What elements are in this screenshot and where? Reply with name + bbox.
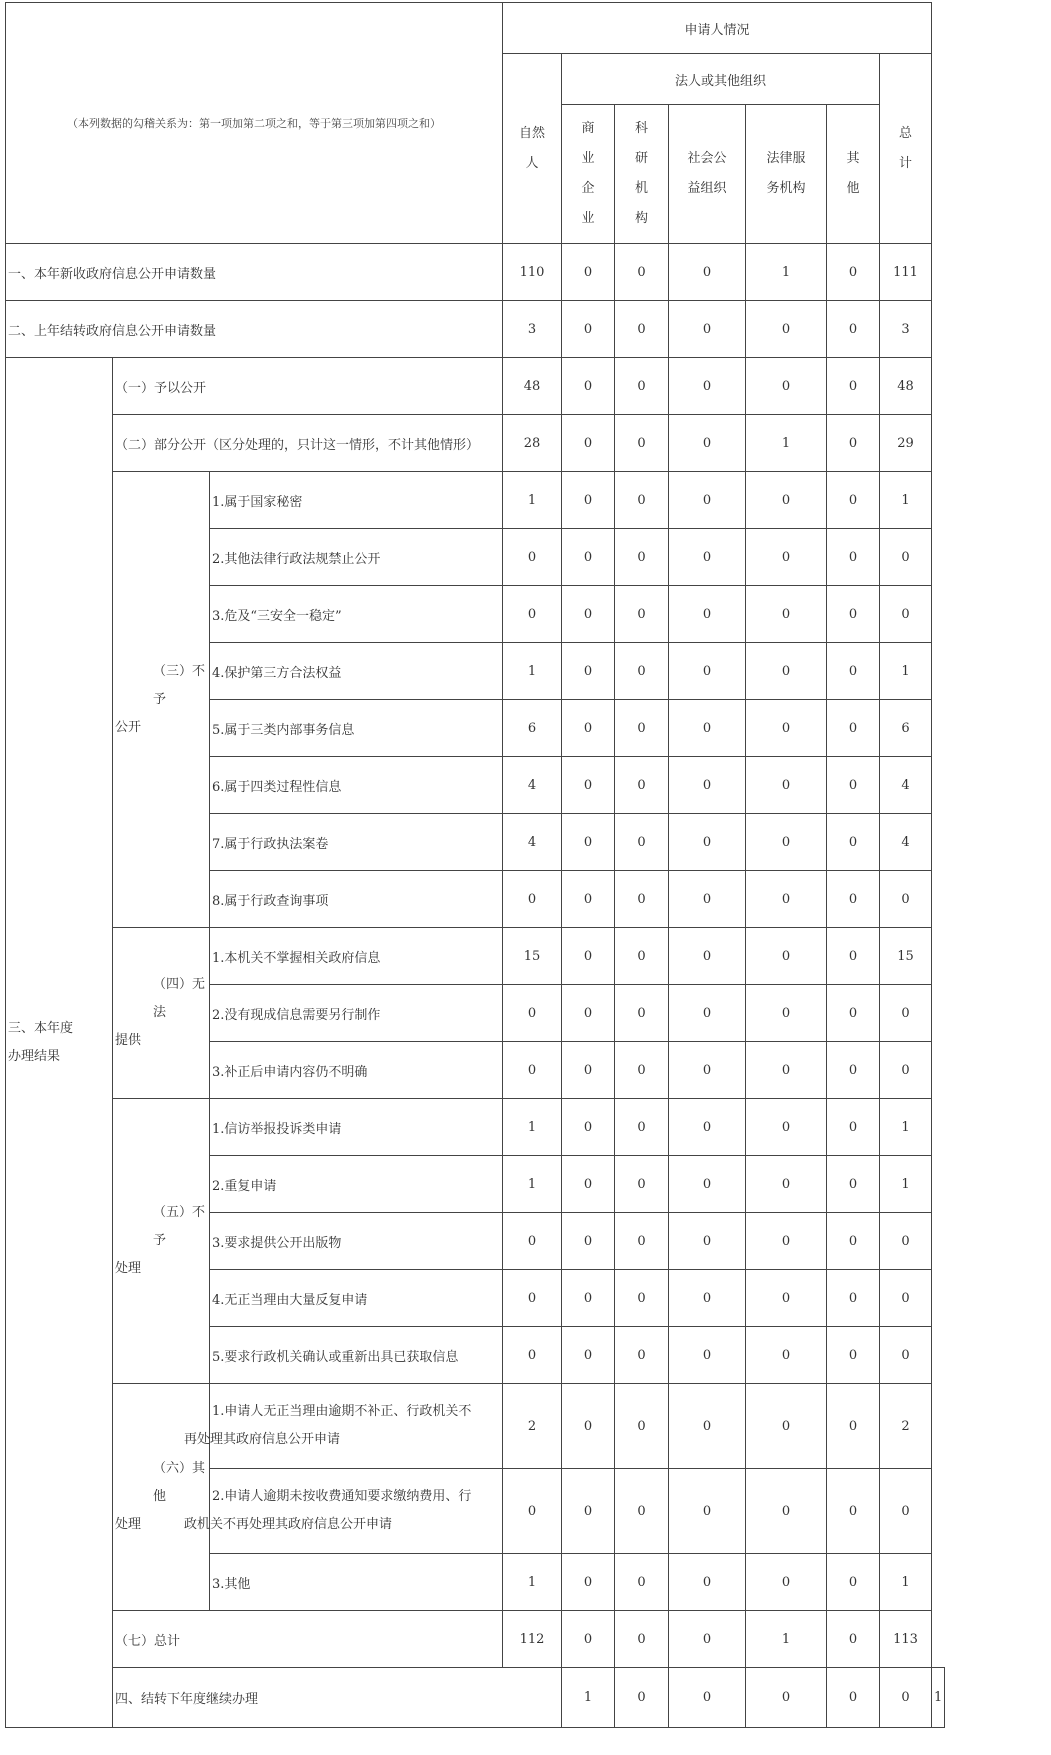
value-cell: 0 — [503, 871, 562, 928]
value-cell: 0 — [669, 814, 746, 871]
value-cell: 0 — [615, 415, 669, 472]
value-cell: 1 — [562, 1668, 615, 1728]
value-cell: 0 — [669, 529, 746, 586]
value-cell: 0 — [562, 529, 615, 586]
value-cell: 1 — [880, 1099, 932, 1156]
value-cell: 0 — [827, 1668, 880, 1728]
value-cell: 0 — [746, 871, 827, 928]
value-cell: 0 — [503, 529, 562, 586]
value-cell: 0 — [615, 928, 669, 985]
table-row — [6, 472, 945, 529]
value-cell: 0 — [562, 586, 615, 643]
item-label: 3.危及“三安全一稳定” — [210, 586, 503, 643]
row-label: 一、本年新收政府信息公开申请数量 — [6, 244, 503, 301]
header-natural-person: 自然 人 — [503, 54, 562, 244]
value-cell: 1 — [503, 643, 562, 700]
value-cell: 0 — [615, 529, 669, 586]
value-cell: 0 — [746, 358, 827, 415]
value-cell: 0 — [827, 472, 880, 529]
value-cell: 0 — [669, 1611, 746, 1668]
value-cell: 0 — [827, 700, 880, 757]
value-cell: 0 — [503, 1042, 562, 1099]
value-cell: 0 — [503, 586, 562, 643]
value-cell: 0 — [746, 1554, 827, 1611]
value-cell: 0 — [562, 814, 615, 871]
value-cell: 15 — [880, 928, 932, 985]
value-cell: 0 — [880, 1668, 932, 1728]
value-cell: 0 — [669, 1213, 746, 1270]
value-cell: 0 — [562, 1270, 615, 1327]
item-label: 1.信访举报投诉类申请 — [210, 1099, 503, 1156]
value-cell: 0 — [746, 1384, 827, 1469]
value-cell: 0 — [562, 472, 615, 529]
value-cell: 0 — [562, 244, 615, 301]
table-row — [6, 358, 945, 415]
item-label: 5.属于三类内部事务信息 — [210, 700, 503, 757]
value-cell: 0 — [503, 1469, 562, 1554]
item-label: 1.本机关不掌握相关政府信息 — [210, 928, 503, 985]
value-cell: 0 — [669, 1327, 746, 1384]
value-cell: 4 — [503, 814, 562, 871]
value-cell: 0 — [746, 301, 827, 358]
value-cell: 0 — [615, 1554, 669, 1611]
value-cell: 0 — [880, 529, 932, 586]
value-cell: 0 — [562, 1213, 615, 1270]
value-cell: 113 — [880, 1611, 932, 1668]
row-label: 四、结转下年度继续办理 — [113, 1668, 562, 1728]
value-cell: 0 — [827, 1156, 880, 1213]
value-cell: 0 — [615, 301, 669, 358]
value-cell: 1 — [880, 1156, 932, 1213]
value-cell: 0 — [746, 1327, 827, 1384]
value-cell: 0 — [615, 643, 669, 700]
value-cell: 0 — [615, 358, 669, 415]
value-cell: 0 — [880, 1327, 932, 1384]
value-cell: 2 — [880, 1384, 932, 1469]
value-cell: 0 — [615, 1042, 669, 1099]
value-cell: 0 — [615, 700, 669, 757]
value-cell: 3 — [880, 301, 932, 358]
table-note: （本列数据的勾稽关系为：第一项加第二项之和，等于第三项加第四项之和） — [6, 3, 503, 244]
value-cell: 0 — [827, 529, 880, 586]
value-cell: 0 — [669, 1469, 746, 1554]
value-cell: 0 — [562, 985, 615, 1042]
value-cell: 0 — [827, 928, 880, 985]
value-cell: 0 — [746, 1213, 827, 1270]
value-cell: 0 — [746, 1270, 827, 1327]
value-cell: 0 — [669, 1554, 746, 1611]
group-3-label: （三）不予 公开 — [113, 472, 210, 928]
item-label: 7.属于行政执法案卷 — [210, 814, 503, 871]
header-legal-service: 法律服 务机构 — [746, 105, 827, 244]
value-cell: 0 — [562, 1384, 615, 1469]
item-label: 1.属于国家秘密 — [210, 472, 503, 529]
value-cell: 1 — [746, 1611, 827, 1668]
value-cell: 0 — [669, 244, 746, 301]
value-cell: 0 — [615, 1099, 669, 1156]
value-cell: 0 — [562, 1327, 615, 1384]
item-label: 1.申请人无正当理由逾期不补正、行政机关不 再处理其政府信息公开申请 — [210, 1384, 503, 1469]
value-cell: 0 — [746, 814, 827, 871]
value-cell: 0 — [615, 1327, 669, 1384]
row-label: （七）总计 — [113, 1611, 503, 1668]
item-label: 4.保护第三方合法权益 — [210, 643, 503, 700]
value-cell: 0 — [615, 244, 669, 301]
value-cell: 2 — [503, 1384, 562, 1469]
value-cell: 0 — [827, 1042, 880, 1099]
value-cell: 0 — [669, 358, 746, 415]
value-cell: 111 — [880, 244, 932, 301]
value-cell: 0 — [562, 358, 615, 415]
application-statistics-table — [5, 2, 945, 1728]
item-label: 5.要求行政机关确认或重新出具已获取信息 — [210, 1327, 503, 1384]
value-cell: 0 — [746, 985, 827, 1042]
table-row — [6, 1668, 945, 1728]
value-cell: 0 — [746, 472, 827, 529]
value-cell: 0 — [746, 1469, 827, 1554]
value-cell: 0 — [615, 814, 669, 871]
value-cell: 48 — [503, 358, 562, 415]
value-cell: 0 — [746, 757, 827, 814]
value-cell: 112 — [503, 1611, 562, 1668]
table-row — [6, 415, 945, 472]
item-label: 4.无正当理由大量反复申请 — [210, 1270, 503, 1327]
value-cell: 0 — [669, 1384, 746, 1469]
group-4-label: （四）无法 提供 — [113, 928, 210, 1099]
value-cell: 0 — [669, 415, 746, 472]
value-cell: 0 — [827, 814, 880, 871]
header-legal-or-other: 法人或其他组织 — [562, 54, 880, 105]
value-cell: 0 — [746, 586, 827, 643]
header-social-welfare: 社会公 益组织 — [669, 105, 746, 244]
group-6-label: （六）其他 处理 — [113, 1384, 210, 1611]
value-cell: 0 — [827, 1099, 880, 1156]
value-cell: 4 — [880, 757, 932, 814]
value-cell: 0 — [827, 244, 880, 301]
value-cell: 0 — [746, 700, 827, 757]
item-label: 8.属于行政查询事项 — [210, 871, 503, 928]
value-cell: 0 — [880, 871, 932, 928]
value-cell: 0 — [503, 1213, 562, 1270]
value-cell: 0 — [669, 700, 746, 757]
table-row — [6, 244, 945, 301]
value-cell: 4 — [880, 814, 932, 871]
value-cell: 0 — [880, 1042, 932, 1099]
value-cell: 0 — [827, 415, 880, 472]
value-cell: 0 — [615, 1270, 669, 1327]
value-cell: 110 — [503, 244, 562, 301]
value-cell: 0 — [562, 757, 615, 814]
value-cell: 0 — [562, 871, 615, 928]
item-label: 2.其他法律行政法规禁止公开 — [210, 529, 503, 586]
row-label: （一）予以公开 — [113, 358, 503, 415]
value-cell: 3 — [503, 301, 562, 358]
value-cell: 0 — [615, 757, 669, 814]
value-cell: 0 — [615, 586, 669, 643]
value-cell: 0 — [827, 871, 880, 928]
item-label: 3.其他 — [210, 1554, 503, 1611]
value-cell: 1 — [503, 1156, 562, 1213]
value-cell: 0 — [880, 586, 932, 643]
value-cell: 28 — [503, 415, 562, 472]
value-cell: 0 — [669, 871, 746, 928]
value-cell: 0 — [615, 985, 669, 1042]
value-cell: 0 — [880, 1213, 932, 1270]
value-cell: 0 — [669, 928, 746, 985]
value-cell: 0 — [746, 928, 827, 985]
value-cell: 0 — [669, 1270, 746, 1327]
value-cell: 0 — [827, 757, 880, 814]
value-cell: 0 — [827, 1469, 880, 1554]
value-cell: 0 — [562, 1611, 615, 1668]
value-cell: 0 — [880, 985, 932, 1042]
value-cell: 1 — [880, 1554, 932, 1611]
group-5-label: （五）不予 处理 — [113, 1099, 210, 1384]
value-cell: 1 — [746, 415, 827, 472]
value-cell: 6 — [880, 700, 932, 757]
value-cell: 0 — [746, 1668, 827, 1728]
value-cell: 1 — [503, 472, 562, 529]
value-cell: 0 — [503, 985, 562, 1042]
value-cell: 0 — [615, 1611, 669, 1668]
value-cell: 0 — [503, 1270, 562, 1327]
table-row — [6, 1384, 945, 1469]
value-cell: 0 — [615, 1384, 669, 1469]
value-cell: 29 — [880, 415, 932, 472]
table-row — [6, 1611, 945, 1668]
value-cell: 0 — [615, 1213, 669, 1270]
value-cell: 0 — [615, 1156, 669, 1213]
header-applicant-situation: 申请人情况 — [503, 3, 932, 54]
value-cell: 0 — [746, 1042, 827, 1099]
value-cell: 0 — [827, 1327, 880, 1384]
row-label: （二）部分公开（区分处理的，只计这一情形，不计其他情形） — [113, 415, 503, 472]
value-cell: 0 — [615, 871, 669, 928]
value-cell: 0 — [562, 643, 615, 700]
value-cell: 0 — [503, 1327, 562, 1384]
value-cell: 0 — [827, 1554, 880, 1611]
item-label: 3.补正后申请内容仍不明确 — [210, 1042, 503, 1099]
item-label: 3.要求提供公开出版物 — [210, 1213, 503, 1270]
value-cell: 1 — [932, 1668, 945, 1728]
table-row — [6, 1099, 945, 1156]
value-cell: 0 — [669, 1156, 746, 1213]
item-label: 6.属于四类过程性信息 — [210, 757, 503, 814]
value-cell: 15 — [503, 928, 562, 985]
value-cell: 0 — [827, 1384, 880, 1469]
value-cell: 0 — [669, 985, 746, 1042]
value-cell: 0 — [827, 1611, 880, 1668]
value-cell: 1 — [880, 472, 932, 529]
item-label: 2.重复申请 — [210, 1156, 503, 1213]
value-cell: 0 — [669, 757, 746, 814]
table-row — [6, 301, 945, 358]
value-cell: 0 — [880, 1469, 932, 1554]
value-cell: 0 — [827, 1213, 880, 1270]
value-cell: 0 — [746, 529, 827, 586]
value-cell: 0 — [562, 415, 615, 472]
value-cell: 0 — [827, 1270, 880, 1327]
value-cell: 0 — [562, 700, 615, 757]
value-cell: 0 — [562, 1469, 615, 1554]
row-label: 二、上年结转政府信息公开申请数量 — [6, 301, 503, 358]
item-label: 2.申请人逾期未按收费通知要求缴纳费用、行 政机关不再处理其政府信息公开申请 — [210, 1469, 503, 1554]
header-total: 总 计 — [880, 54, 932, 244]
value-cell: 0 — [669, 643, 746, 700]
header-business: 商 业 企 业 — [562, 105, 615, 244]
value-cell: 6 — [503, 700, 562, 757]
value-cell: 0 — [827, 643, 880, 700]
value-cell: 0 — [669, 586, 746, 643]
value-cell: 1 — [503, 1554, 562, 1611]
header-other: 其 他 — [827, 105, 880, 244]
value-cell: 0 — [827, 301, 880, 358]
value-cell: 0 — [746, 1099, 827, 1156]
value-cell: 0 — [827, 985, 880, 1042]
value-cell: 0 — [615, 1668, 669, 1728]
value-cell: 0 — [562, 301, 615, 358]
value-cell: 4 — [503, 757, 562, 814]
value-cell: 0 — [562, 1099, 615, 1156]
value-cell: 0 — [615, 472, 669, 529]
value-cell: 0 — [827, 586, 880, 643]
value-cell: 0 — [669, 1042, 746, 1099]
value-cell: 0 — [562, 1156, 615, 1213]
header-research: 科 研 机 构 — [615, 105, 669, 244]
item-label: 2.没有现成信息需要另行制作 — [210, 985, 503, 1042]
value-cell: 0 — [827, 358, 880, 415]
value-cell: 0 — [669, 472, 746, 529]
value-cell: 0 — [562, 1554, 615, 1611]
value-cell: 0 — [669, 1668, 746, 1728]
value-cell: 1 — [503, 1099, 562, 1156]
value-cell: 0 — [669, 301, 746, 358]
value-cell: 0 — [746, 643, 827, 700]
value-cell: 0 — [669, 1099, 746, 1156]
value-cell: 0 — [746, 1156, 827, 1213]
value-cell: 48 — [880, 358, 932, 415]
value-cell: 0 — [615, 1469, 669, 1554]
section-3-label: 三、本年度 办理结果 — [6, 358, 113, 1728]
value-cell: 0 — [562, 928, 615, 985]
value-cell: 1 — [880, 643, 932, 700]
value-cell: 0 — [562, 1042, 615, 1099]
value-cell: 1 — [746, 244, 827, 301]
table-row — [6, 928, 945, 985]
value-cell: 0 — [880, 1270, 932, 1327]
